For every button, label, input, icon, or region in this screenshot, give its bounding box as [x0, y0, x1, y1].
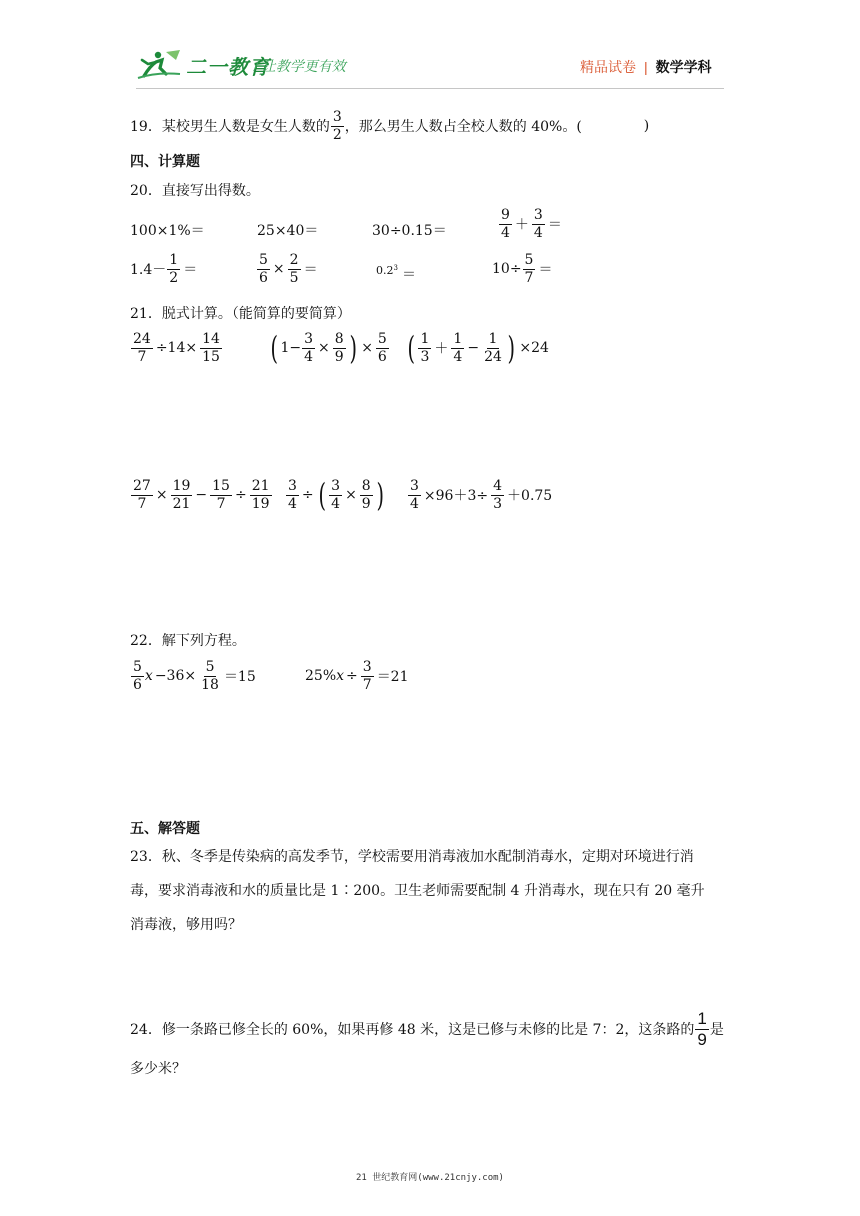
logo-text: 二一教育 — [186, 56, 270, 79]
equals: ＝ — [547, 217, 562, 234]
q23-line-1: 23．秋、冬季是传染病的高发季节，学校需要用消毒液加水配制消毒水，定期对环境进行消 — [130, 849, 694, 865]
q24-text-pre: 24．修一条路已修全长的 60%，如果再修 48 米，这是已修与未修的比是 7：2，这条路的 — [130, 1022, 695, 1039]
q21-item-5: $\frac{3}{4}$ ÷ ( $\frac{3}{4}$ × $\frac{8}{9}$ ) — [288, 476, 384, 515]
q22-equation-1: $\frac{5}{6}$ x −36× $\frac{5}{18}$ ＝15 — [133, 659, 256, 693]
q22-equation-2: 25% x ÷ $\frac{3}{7}$ ＝21 — [305, 659, 409, 693]
q20-item-8: 10÷ $\frac{5}{7}$ ＝ — [492, 252, 553, 286]
denominator: 2 — [332, 126, 342, 143]
equals: ＝ — [401, 267, 416, 283]
q23-line-2: 毒，要求消毒液和水的质量比是 1∶200。卫生老师需要配制 4 升消毒水，现在只有 20 毫升 — [130, 883, 705, 899]
q23-line-3: 消毒液，够用吗？ — [130, 917, 242, 933]
section-4-heading: 四、计算题 — [130, 153, 200, 169]
q19-text-pre: 19．某校男生人数是女生人数的 — [130, 119, 330, 136]
question-19 — [130, 110, 649, 142]
q20-title: 20．直接写出得数。 — [130, 183, 260, 199]
q21-item-1: $\frac{24}{7}$ ÷14× $\frac{14}{15}$ — [133, 331, 220, 365]
q19-text-post: ，那么男生人数占全校人数的 40%。( — [344, 119, 582, 136]
section-5-heading: 五、解答题 — [130, 820, 200, 836]
base: 0.2 — [376, 264, 394, 277]
q20-item-3: 30÷0.15＝ — [372, 223, 447, 239]
slogan: / 让教学更有效 — [254, 58, 346, 74]
q21-item-2: ( 1− $\frac{3}{4}$ × $\frac{8}{9}$ ) × $\frac{5}{6}$ — [270, 329, 387, 368]
q24-line-1 — [130, 1010, 724, 1049]
q21-title: 21．脱式计算。（能简算的要简算） — [130, 306, 351, 322]
page-footer: 21 世纪教育网(www.21cnjy.com) — [356, 1173, 504, 1183]
q20-item-6: $\frac{5}{6}$ × $\frac{2}{5}$ ＝ — [259, 252, 318, 286]
q21-item-3: ( $\frac{1}{3}$ ＋ $\frac{1}{4}$ − $\frac{1}{24}$ ) ×24 — [407, 329, 549, 368]
runner-logo-icon — [136, 48, 182, 82]
q20-item-7 — [376, 264, 416, 284]
equals: ＝ — [303, 262, 318, 279]
q24-fraction — [695, 1010, 708, 1049]
logo — [136, 48, 270, 82]
numerator: 1 — [697, 1009, 707, 1028]
denominator: 9 — [697, 1029, 707, 1049]
header-divider: | — [644, 59, 648, 75]
q20-item-2: 25×40＝ — [257, 223, 319, 239]
q24-text-post: 是 — [709, 1022, 724, 1039]
q21-item-4: $\frac{27}{7}$ × $\frac{19}{21}$ − $\frac{15}{7}$ ÷ $\frac{21}{19}$ — [133, 478, 270, 512]
header-tag: 精品试卷 — [580, 59, 636, 75]
q22-title: 22．解下列方程。 — [130, 633, 246, 649]
q20-item-4: $\frac{9}{4}$ ＋ $\frac{3}{4}$ ＝ — [501, 207, 562, 241]
exponent: 3 — [393, 264, 398, 272]
header-subject: 数学学科 — [655, 59, 712, 75]
header-rule — [136, 88, 724, 89]
numerator: 3 — [332, 109, 342, 125]
q20-item-5: 1.4－ $\frac{1}{2}$ ＝ — [130, 252, 198, 286]
q19-close: ) — [643, 118, 650, 135]
header-right — [580, 57, 712, 77]
q24-line-2: 多少米？ — [130, 1061, 186, 1077]
q20-item-1: 100×1%＝ — [130, 223, 205, 239]
equals: ＝ — [538, 262, 553, 279]
equals: ＝ — [183, 262, 198, 279]
q19-fraction — [331, 110, 344, 142]
q21-item-6: $\frac{3}{4}$ ×96＋3÷ $\frac{4}{3}$ ＋0.75 — [410, 478, 553, 512]
